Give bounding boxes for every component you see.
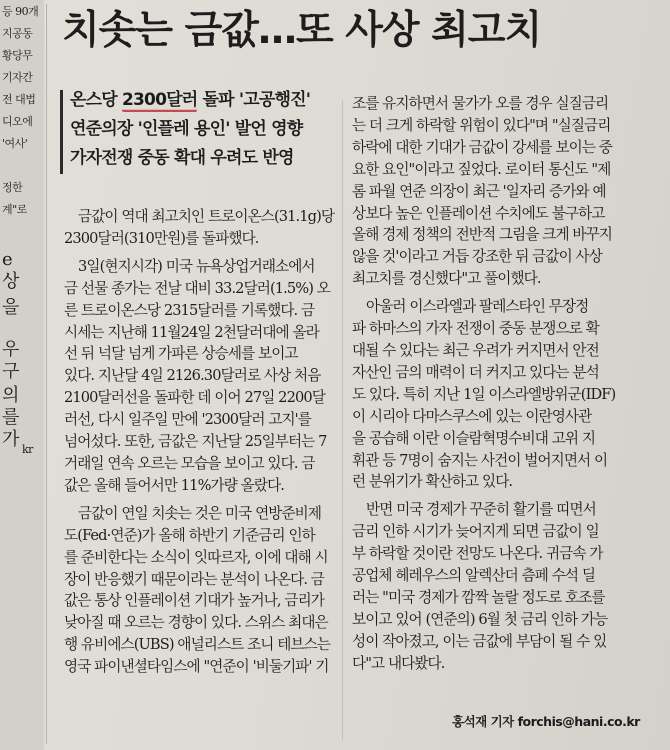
article-line: 금 선물 종가는 전날 대비 33.2달러(1.5%) 오 (64, 279, 330, 297)
article-line: 파 하마스의 가자 전쟁이 중동 분쟁으로 확 (352, 320, 599, 338)
article-line: 부 하락할 것이란 전망도 나온다. 귀금속 가 (352, 545, 603, 563)
byline: 홍석재 기자 forchis@hani.co.kr (452, 714, 640, 729)
article-line: 금값이 역대 최고치인 트로이온스(31.1g)당 (78, 208, 335, 225)
article-line: 아울러 이스라엘과 팔레스타인 무장정 (366, 298, 589, 316)
article-line: 요한 요인"이라고 짚었다. 로이터 통신도 "제 (352, 160, 611, 178)
article-line: 거래일 연속 오르는 모습을 보이고 있다. 금 (64, 454, 315, 472)
article-line: 보이고 있어 (연준의) 6월 첫 금리 인하 가능 (352, 610, 608, 628)
article-line: 른 트로이온스당 2315달러를 기록했다. 금 (64, 301, 315, 319)
article-line: 2300달러(310만원)를 돌파했다. (64, 229, 259, 247)
article-line: 상보다 높은 인플레이션 수치에도 불구하고 (352, 204, 605, 222)
fragment-text: 우 (2, 339, 19, 360)
article-line: 도(Fed·연준)가 올해 하반기 기준금리 인하 (64, 526, 315, 544)
fragment-text: 구 (2, 361, 19, 382)
article-line: 롬 파월 연준 의장이 최근 '일자리 증가와 예 (352, 182, 606, 200)
article-line: 반면 미국 경제가 꾸준히 활기를 띠면서 (366, 501, 596, 519)
fragment-text: e (2, 249, 13, 270)
article-paragraph (64, 206, 346, 250)
article-line: 값은 통상 인플레이션 기대가 높거나, 금리가 (64, 592, 324, 610)
article-line: 을 공습해 이란 이슬람혁명수비대 고위 지 (352, 429, 596, 447)
article-line: 휘관 등 7명이 숨지는 사건이 벌어지면서 이 (352, 451, 608, 469)
deck-rule (60, 90, 63, 174)
article-line: 행 유비에스(UBS) 애널리스트 조니 테브스는 (64, 636, 331, 654)
article-paragraph (64, 256, 346, 497)
fragment-text: 등 90개 (2, 5, 39, 18)
deck-line-3: 가자전쟁 중동 확대 우려도 반영 (70, 148, 294, 168)
article-line: 낮아질 때 오르는 경향이 있다. 스위스 최대은 (64, 614, 328, 632)
fragment-text: 의 (2, 385, 19, 406)
fragment-text: 디오에 (2, 115, 33, 128)
deck-line-1 (70, 86, 352, 115)
article-line: 를 준비한다는 소식이 잇따르자, 이에 대해 시 (64, 548, 328, 566)
article-line: 3일(현지시각) 미국 뉴욕상업거래소에서 (78, 257, 315, 275)
article-line: 다"고 내다봤다. (352, 654, 445, 672)
article-line: 하락에 대한 기대가 금값이 강세를 보이는 중 (352, 138, 612, 156)
fragment-text: 상 (2, 271, 19, 292)
article-line: 않을 것'이라고 거듭 강조한 뒤 금값이 사상 (352, 248, 602, 266)
fragment-text: 황당무 (2, 49, 33, 62)
article-line: 시세는 지난해 11월24일 2천달러대에 올라 (64, 323, 319, 341)
fragment-text: 계"로 (2, 203, 27, 216)
fragment-text: 기자간 (2, 71, 33, 84)
article-paragraph (64, 503, 346, 678)
fragment-text: 전 대법 (2, 93, 36, 106)
fragment-text: '여사' (2, 137, 28, 150)
article-line: 영국 파이낸셜타임스에 "연준이 '비둘기파' 기 (64, 658, 329, 676)
article-line: 대될 수 있다는 최근 우려가 커지면서 안전 (352, 341, 599, 359)
fragment-text: 를 (2, 407, 19, 428)
article-line: 있다. 지난달 4일 2126.30달러로 사상 처음 (64, 367, 321, 385)
article-line: 러선, 다시 일주일 만에 '2300달러 고지'를 (64, 411, 311, 429)
fragment-text: 가 (2, 429, 19, 450)
article-line: 이 시리아 다마스쿠스에 있는 이란영사관 (352, 407, 592, 425)
deck-text: 온스당 (70, 90, 122, 110)
fragment-text: 정한 (2, 181, 23, 194)
article-line: 선 뒤 넉달 넘게 가파른 상승세를 보이고 (64, 345, 298, 363)
deck-line-2: 연준의장 '인플레 용인' 발언 영향 (70, 119, 303, 139)
article-paragraph (352, 499, 664, 674)
article-line: 도 있다. 특히 지난 1일 이스라엘방위군(IDF) (352, 385, 616, 403)
article-subheadline (70, 86, 352, 173)
article-line: 올해 경제 정책의 전반적 그림을 크게 바꾸지 (352, 226, 612, 244)
article-line: 런 분위기가 확산하고 있다. (352, 473, 513, 491)
article-line: 자산인 금의 매력이 더 커지고 있다는 분석 (352, 363, 599, 381)
fragment-text: kr (22, 443, 33, 456)
deck-text: 돌파 '고공행진' (197, 90, 311, 110)
article-line: 최고치를 경신했다"고 풀이했다. (352, 270, 541, 288)
column-divider (46, 4, 47, 744)
article-body-left-column (64, 206, 346, 684)
adjacent-article-fragment (0, 0, 44, 750)
article-line: 러는 "미국 경제가 깜짝 놀랄 정도로 호조를 (352, 588, 605, 606)
highlighted-figure: 2300달러 (122, 90, 198, 110)
article-line: 금리 인하 시기가 늦어지게 되면 금값이 일 (352, 523, 599, 541)
article-headline: 치솟는 금값…또 사상 최고치 (62, 8, 542, 53)
article-line: 조를 유지하면서 물가가 오를 경우 실질금리 (352, 95, 609, 112)
article-line: 공업체 헤레우스의 알렉산더 츰페 수석 딜 (352, 567, 596, 585)
article-line: 값은 올해 들어서만 11%가량 올랐다. (64, 476, 285, 494)
article-line: 넘어섰다. 또한, 금값은 지난달 25일부터는 7 (64, 433, 327, 451)
fragment-text: 지공동 (2, 27, 33, 40)
article-line: 2100달러선을 돌파한 데 이어 27일 2200달 (64, 389, 325, 407)
article-line: 성이 작아졌고, 이는 금값에 부담이 될 수 있 (352, 632, 607, 650)
article-body-right-column (352, 93, 664, 681)
article-paragraph (352, 296, 664, 493)
article-line: 장이 반응했기 때문이라는 분석이 나온다. 금 (64, 570, 324, 588)
article-line: 는 더 크게 하락할 위험이 있다"며 "실질금리 (352, 116, 611, 134)
fragment-text: 을 (2, 297, 19, 318)
article-paragraph (352, 93, 664, 290)
article-line: 금값이 연일 치솟는 것은 미국 연방준비제 (78, 504, 322, 522)
